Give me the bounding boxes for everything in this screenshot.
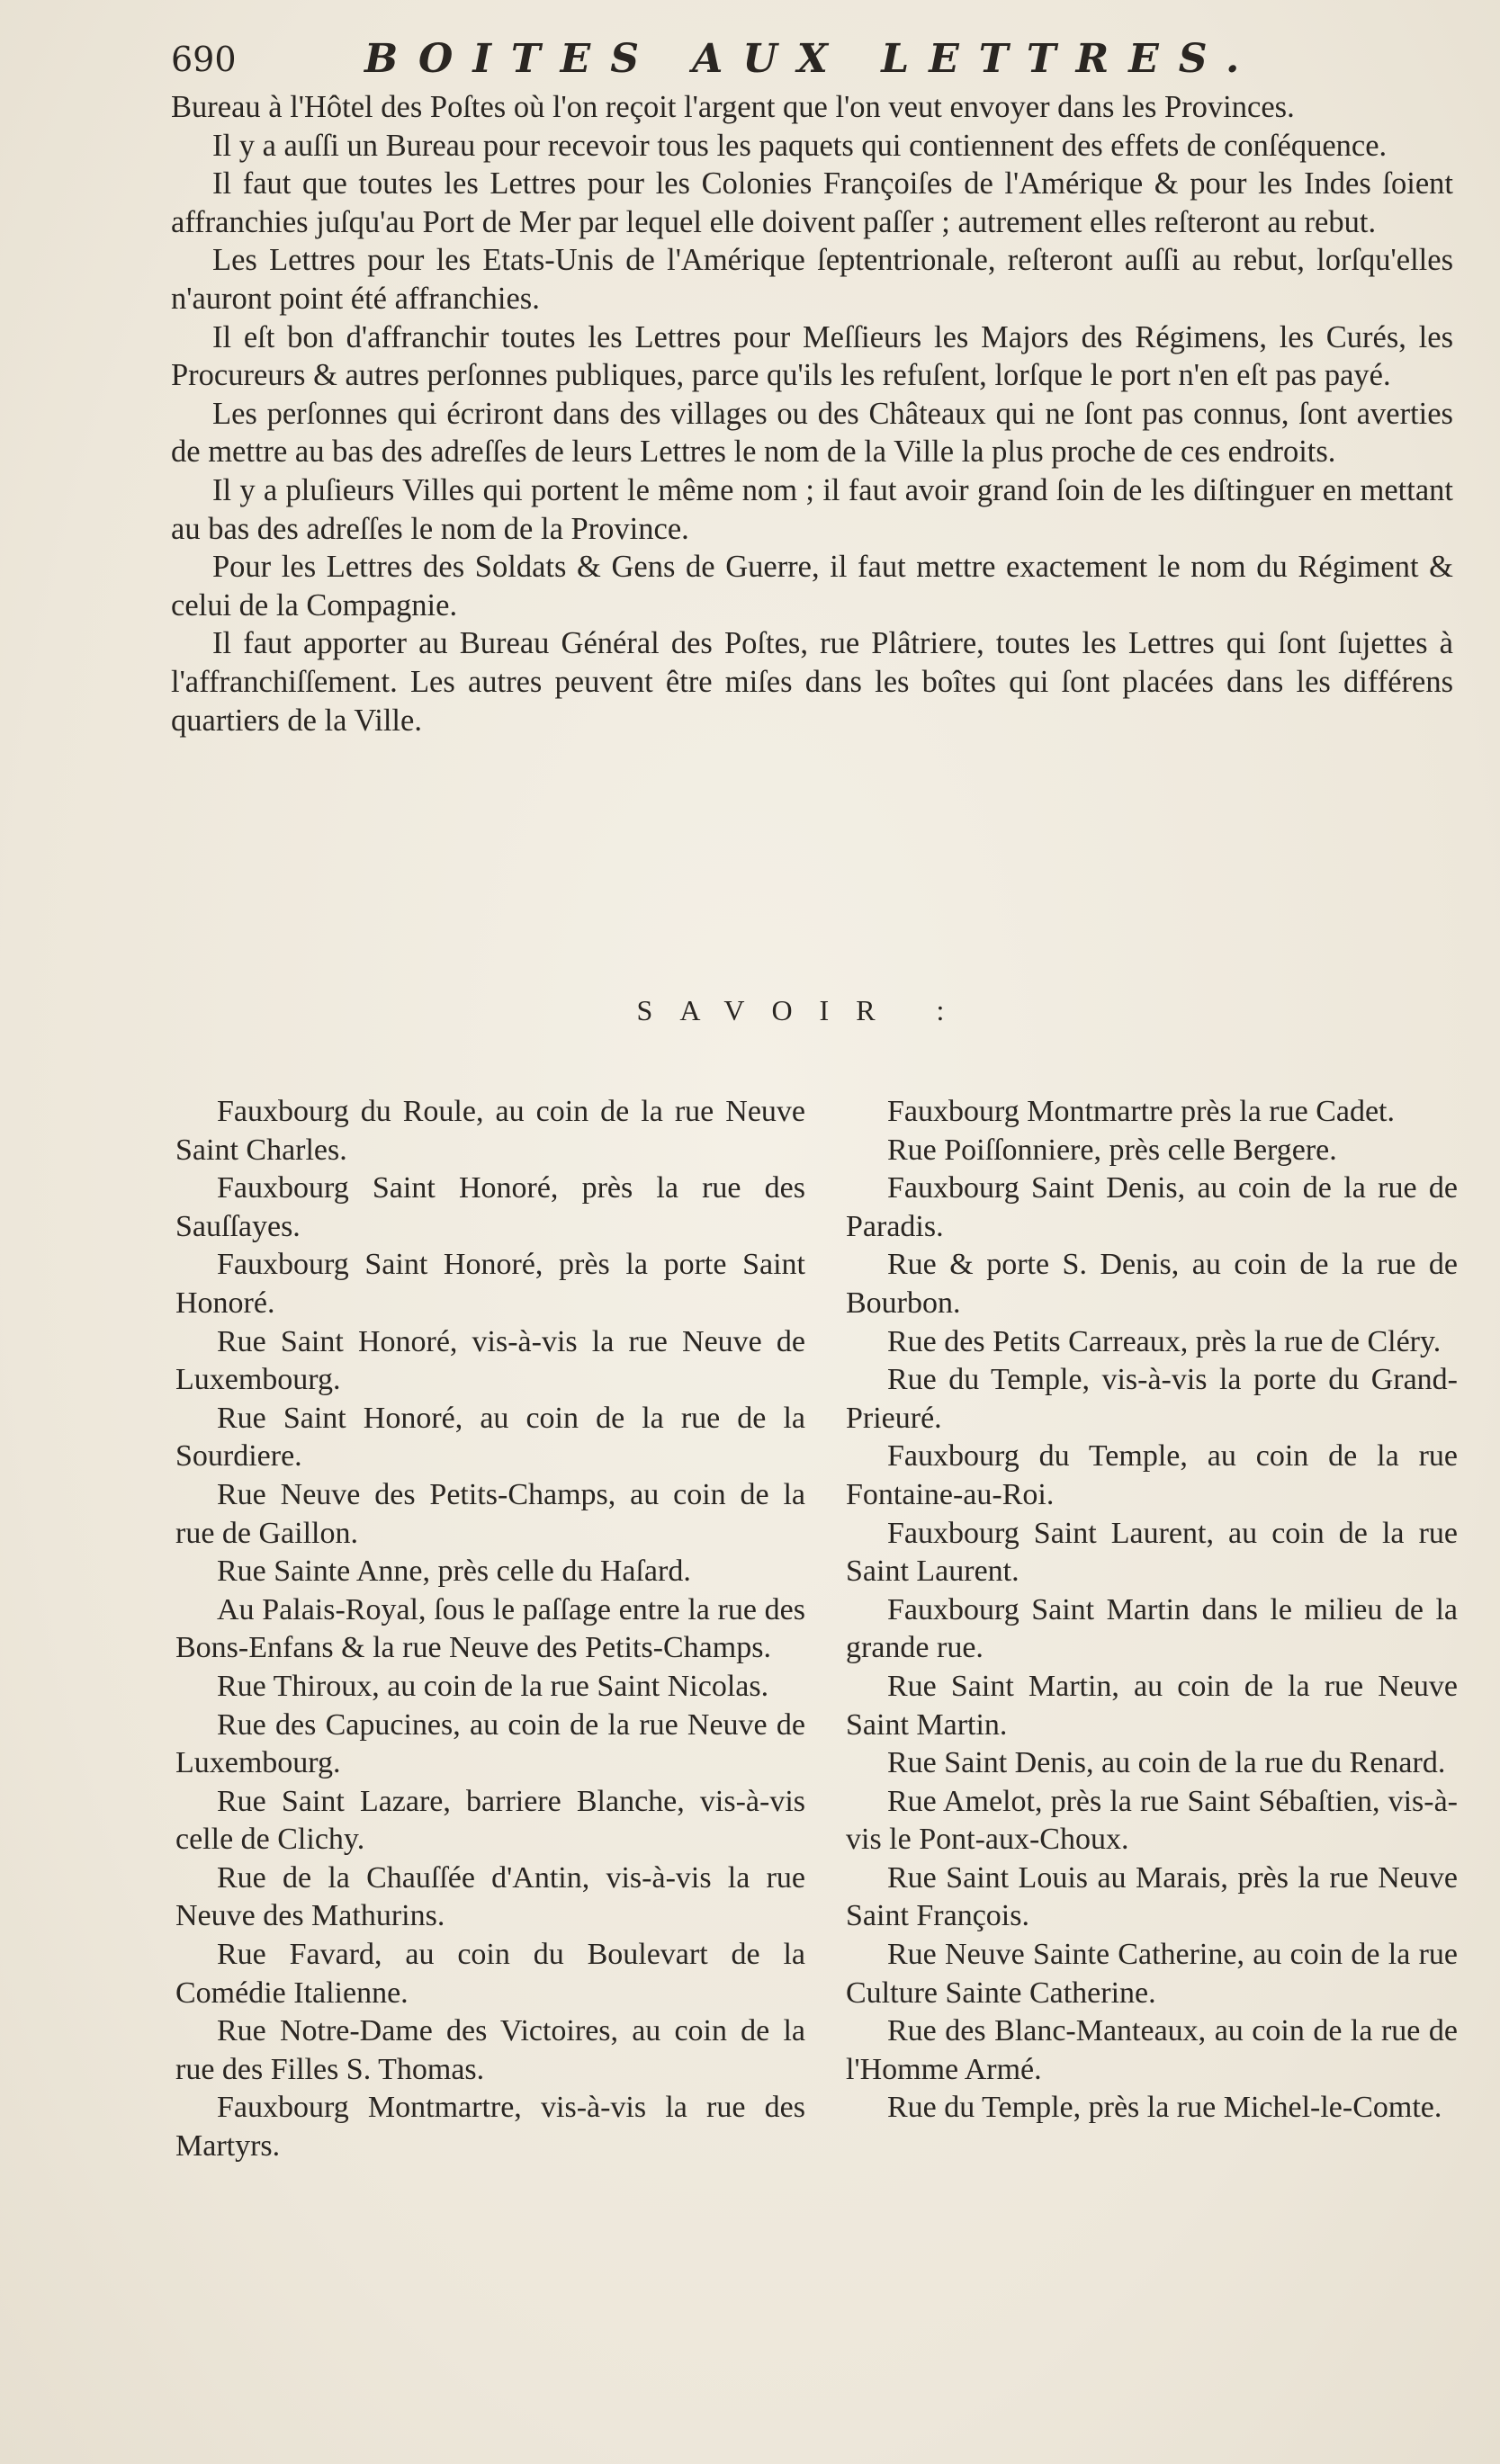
- mailbox-location: Fauxbourg Saint Martin dans le milieu de la grande rue.: [846, 1592, 1458, 1665]
- mailbox-location: Rue Poiſſonniere, près celle Bergere.: [887, 1133, 1337, 1167]
- mailbox-location: Fauxbourg Montmartre, vis-à-vis la rue des Martyrs.: [175, 2091, 805, 2164]
- mailbox-location: Rue Saint Lazare, barriere Blanche, vis-à-vis celle de Clichy.: [175, 1784, 805, 1857]
- mailbox-location: Rue Sainte Anne, près celle du Haſard.: [217, 1555, 691, 1589]
- mailbox-location: Rue de la Chauſſée d'Antin, vis-à-vis la rue Neuve des Mathurins.: [175, 1860, 805, 1933]
- mailbox-location: Fauxbourg du Temple, au coin de la rue Fontaine-au-Roi.: [846, 1439, 1458, 1511]
- mailbox-location: Rue Neuve Sainte Catherine, au coin de la rue Culture Sainte Catherine.: [846, 1938, 1458, 2010]
- intro-paragraph: Bureau à l'Hôtel des Poſtes où l'on reçoit l'argent que l'on veut envoyer dans les Provinces.: [171, 90, 1295, 124]
- mailbox-location: Rue Saint Honoré, au coin de la rue de la Sourdiere.: [175, 1401, 805, 1474]
- intro-paragraph: Il y a auſſi un Bureau pour recevoir tous les paquets qui contiennent des effets de conſéquence.: [212, 128, 1388, 163]
- mailbox-location: Rue & porte S. Denis, au coin de la rue de Bourbon.: [846, 1248, 1458, 1320]
- page-number: 690: [171, 40, 237, 79]
- mailbox-location: Rue des Capucines, au coin de la rue Neuve de Luxembourg.: [175, 1707, 805, 1780]
- mailbox-location: Rue des Blanc-Manteaux, au coin de la rue de l'Homme Armé.: [846, 2014, 1458, 2086]
- running-title: BOITES AUX LETTRES.: [364, 36, 1260, 82]
- intro-text: [171, 88, 1453, 739]
- mailbox-location: Fauxbourg Saint Honoré, près la rue des Sauſſayes.: [175, 1171, 805, 1243]
- mailbox-location: Rue Saint Honoré, vis-à-vis la rue Neuve de Luxembourg.: [175, 1324, 805, 1397]
- mailbox-location: Rue Notre-Dame des Victoires, au coin de la rue des Filles S. Thomas.: [175, 2014, 805, 2086]
- section-title: SAVOIR :: [636, 994, 972, 1026]
- mailbox-location: Rue Amelot, près la rue Saint Sébaſtien, vis-à-vis le Pont-aux-Choux.: [846, 1784, 1458, 1857]
- intro-paragraph: Il eſt bon d'affranchir toutes les Lettres pour Meſſieurs les Majors des Régimens, les Curés, les Procureurs & autres perſonnes publiques, parce qu'ils les refuſent, lorſque le port n'en eſt pas payé.: [171, 319, 1453, 393]
- mailbox-location: Fauxbourg du Roule, au coin de la rue Neuve Saint Charles.: [175, 1095, 805, 1167]
- mailbox-location: Fauxbourg Saint Denis, au coin de la rue de Paradis.: [846, 1171, 1458, 1243]
- mailbox-location: Rue du Temple, vis-à-vis la porte du Grand-Prieuré.: [846, 1363, 1458, 1435]
- intro-paragraph: Il faut que toutes les Lettres pour les Colonies Françoiſes de l'Amérique & pour les Indes ſoient affranchies juſqu'au Port de Mer par lequel elle doivent paſſer ; autrement elles reſteront au rebut.: [171, 166, 1453, 239]
- mailbox-location: Fauxbourg Saint Laurent, au coin de la rue Saint Laurent.: [846, 1516, 1458, 1589]
- mailbox-location: Rue Saint Martin, au coin de la rue Neuve Saint Martin.: [846, 1669, 1458, 1742]
- page-header: [171, 32, 1449, 86]
- mailbox-location: Rue Saint Denis, au coin de la rue du Renard.: [887, 1746, 1446, 1780]
- left-column: [175, 1093, 805, 2166]
- intro-paragraph: Les perſonnes qui écriront dans des villages ou des Châteaux qui ne ſont pas connus, ſont averties de mettre au bas des adreſſes de leurs Lettres le nom de la Ville la plus proche de ces endroits.: [171, 396, 1453, 470]
- intro-paragraph: Pour les Lettres des Soldats & Gens de Guerre, il faut mettre exactement le nom du Régiment & celui de la Compagnie.: [171, 550, 1453, 623]
- mailbox-location: Rue du Temple, près la rue Michel-le-Comte.: [887, 2091, 1442, 2125]
- mailbox-location: Fauxbourg Saint Honoré, près la porte Saint Honoré.: [175, 1248, 805, 1320]
- mailbox-location: Fauxbourg Montmartre près la rue Cadet.: [887, 1095, 1396, 1128]
- mailbox-location: Rue des Petits Carreaux, près la rue de Cléry.: [887, 1324, 1442, 1358]
- mailbox-location: Rue Thiroux, au coin de la rue Saint Nicolas.: [217, 1669, 769, 1703]
- mailbox-location: Rue Neuve des Petits-Champs, au coin de la rue de Gaillon.: [175, 1477, 805, 1550]
- intro-paragraph: Il y a pluſieurs Villes qui portent le même nom ; il faut avoir grand ſoin de les diſtinguer en mettant au bas des adreſſes le nom de la Province.: [171, 472, 1453, 546]
- mailbox-location: Rue Saint Louis au Marais, près la rue Neuve Saint François.: [846, 1860, 1458, 1933]
- right-column: [846, 1093, 1458, 2128]
- intro-paragraph: Les Lettres pour les Etats-Unis de l'Amérique ſeptentrionale, reſteront auſſi au rebut, lorſqu'elles n'auront point été affranchies.: [171, 243, 1453, 316]
- mailbox-location: Rue Favard, au coin du Boulevart de la Comédie Italienne.: [175, 1938, 805, 2010]
- mailbox-location: Au Palais-Royal, ſous le paſſage entre la rue des Bons-Enfans & la rue Neuve des Petits-Champs.: [175, 1592, 805, 1665]
- intro-paragraph: Il faut apporter au Bureau Général des Poſtes, rue Plâtriere, toutes les Lettres qui ſont ſujettes à l'affranchiſſement. Les autres peuvent être miſes dans les boîtes qui ſont placées dans les différens quartiers de la Ville.: [171, 626, 1453, 738]
